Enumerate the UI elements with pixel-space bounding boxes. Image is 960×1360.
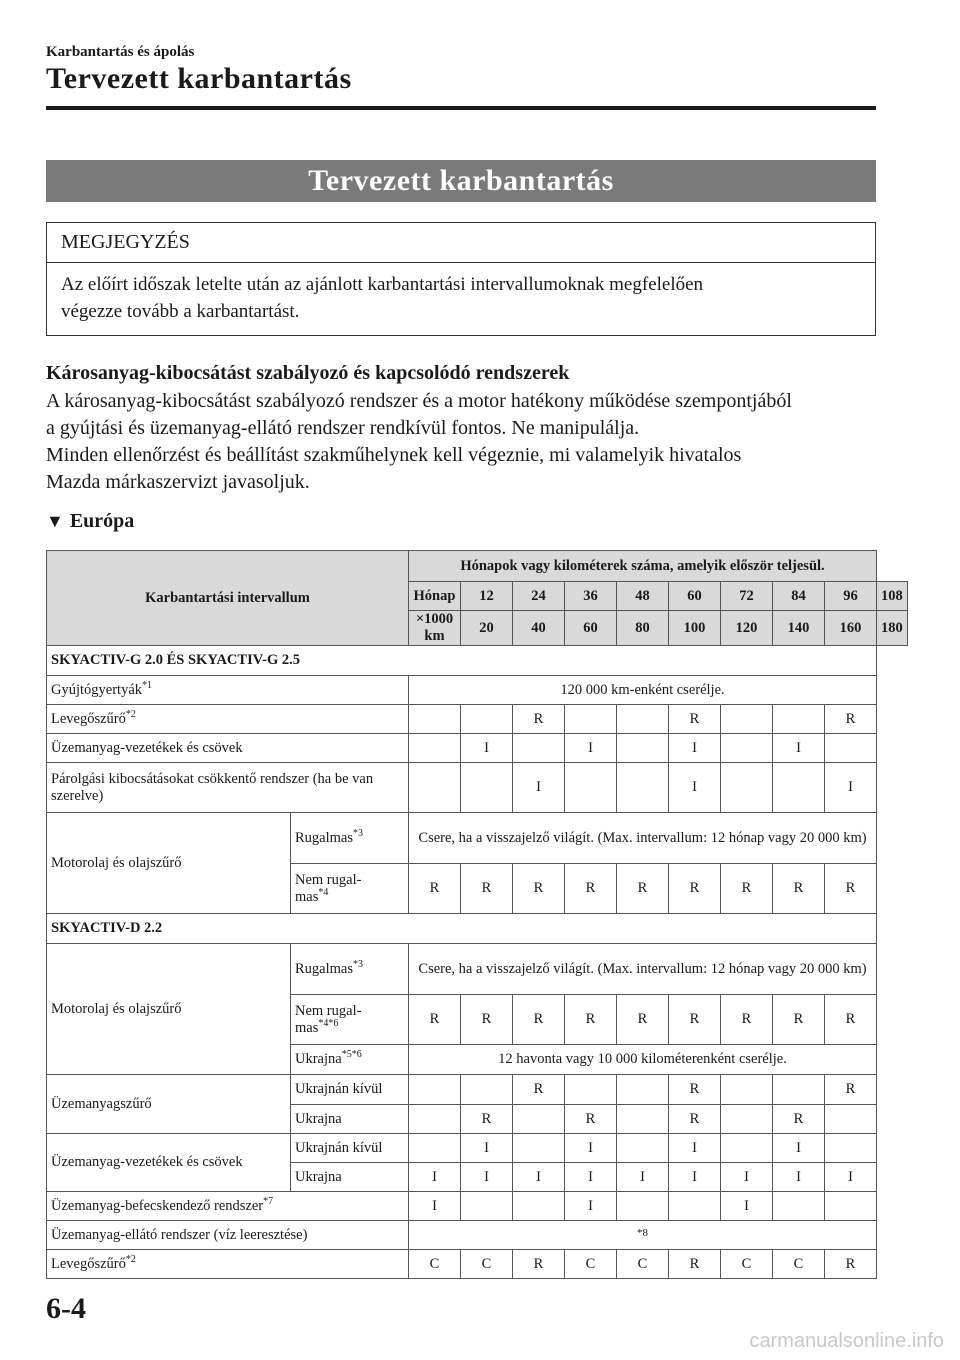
region-heading xyxy=(46,510,134,533)
month-cell: 48 xyxy=(617,582,669,611)
table-cell xyxy=(721,1105,773,1134)
table-cell: I xyxy=(409,1192,461,1221)
table-cell: I xyxy=(565,1192,617,1221)
months-label: Hónap xyxy=(409,582,461,611)
row-label: Motorolaj és olajszűrő xyxy=(47,813,291,914)
footnote-ref: *4*6 xyxy=(318,1017,339,1029)
table-cell: R xyxy=(669,705,721,734)
km-cell: 160 xyxy=(825,611,877,646)
note-box xyxy=(46,222,876,336)
note-line: Az előírt időszak letelte után az ajánlott karbantartási intervallumoknak megfelelően xyxy=(61,274,704,295)
footnote-ref: *2 xyxy=(125,708,136,720)
table-cell: I xyxy=(565,1134,617,1163)
table-cell: R xyxy=(513,1250,565,1279)
table-cell xyxy=(409,705,461,734)
table-cell xyxy=(825,734,877,763)
km-cell: 140 xyxy=(773,611,825,646)
table-cell: I xyxy=(721,1163,773,1192)
table-cell: R xyxy=(825,864,877,914)
table-cell xyxy=(825,1134,877,1163)
table-cell: I xyxy=(461,734,513,763)
table-cell: R xyxy=(409,864,461,914)
month-cell: 108 xyxy=(877,582,908,611)
maintenance-table xyxy=(46,550,908,1279)
table-cell: I xyxy=(409,1163,461,1192)
table-cell: R xyxy=(825,1250,877,1279)
km-cell: 20 xyxy=(461,611,513,646)
emission-paragraph xyxy=(46,388,886,496)
table-cell xyxy=(669,1192,721,1221)
table-cell xyxy=(721,1134,773,1163)
triangle-down-icon: ▼ xyxy=(46,511,64,531)
table-cell xyxy=(565,705,617,734)
page-banner: Tervezett karbantartás xyxy=(46,160,876,202)
footnote-ref: *5*6 xyxy=(341,1049,362,1060)
month-cell: 12 xyxy=(461,582,513,611)
footnote-ref: *3 xyxy=(353,827,363,839)
table-cell xyxy=(461,1192,513,1221)
table-cell: I xyxy=(617,1163,669,1192)
note-line: végezze tovább a karbantartást. xyxy=(61,301,300,322)
table-cell: R xyxy=(617,864,669,914)
table-cell: R xyxy=(825,1075,877,1105)
sub-label-text: mas xyxy=(295,1019,319,1036)
engine-section-title: SKYACTIV-G 2.0 ÉS SKYACTIV-G 2.5 xyxy=(47,646,877,676)
row-label: Üzemanyagszűrő xyxy=(47,1075,291,1134)
table-cell xyxy=(617,1134,669,1163)
sub-label xyxy=(291,995,409,1045)
table-cell xyxy=(409,734,461,763)
row-label xyxy=(47,676,409,705)
spanned-note: Csere, ha a visszajelző világít. (Max. intervallum: 12 hónap vagy 20 000 km) xyxy=(409,944,877,995)
sub-label-text: Rugalmas xyxy=(295,829,353,846)
table-cell xyxy=(773,763,825,813)
spanned-note: 120 000 km-enként cserélje. xyxy=(409,676,877,705)
table-cell xyxy=(773,1075,825,1105)
table-cell: R xyxy=(513,705,565,734)
km-cell: 40 xyxy=(513,611,565,646)
table-cell: R xyxy=(669,864,721,914)
sub-label-text: mas xyxy=(295,888,319,905)
row-label: Motorolaj és olajszűrő xyxy=(47,944,291,1075)
sub-label-text: Nem rugal- xyxy=(295,1002,362,1019)
table-cell xyxy=(461,1075,513,1105)
table-cell: R xyxy=(825,995,877,1045)
emission-heading: Károsanyag-kibocsátást szabályozó és kapcsolódó rendszerek xyxy=(46,362,570,384)
table-cell xyxy=(513,1192,565,1221)
row-label: Üzemanyag-vezetékek és csövek xyxy=(47,1134,291,1192)
table-cell xyxy=(617,1192,669,1221)
emission-line: Mazda márkaszervizt javasoljuk. xyxy=(46,471,310,493)
table-cell: R xyxy=(565,864,617,914)
sub-label: Ukrajnán kívül xyxy=(291,1134,409,1163)
section-rule xyxy=(46,106,876,110)
table-cell: I xyxy=(669,1134,721,1163)
region-name: Európa xyxy=(69,510,135,532)
table-cell: I xyxy=(825,763,877,813)
table-cell: R xyxy=(513,995,565,1045)
table-cell: R xyxy=(461,1105,513,1134)
table-cell xyxy=(617,763,669,813)
km-cell: 60 xyxy=(565,611,617,646)
table-cell xyxy=(825,1192,877,1221)
watermark: carmanualsonline.info xyxy=(749,1330,944,1352)
table-cell xyxy=(721,705,773,734)
table-cell: C xyxy=(721,1250,773,1279)
row-label xyxy=(47,705,409,734)
note-title: MEGJEGYZÉS xyxy=(47,223,875,263)
footnote-ref: *4 xyxy=(318,886,329,898)
emission-line: A károsanyag-kibocsátást szabályozó rendszer és a motor hatékony működése szempontjából xyxy=(46,390,792,412)
row-label xyxy=(47,1250,409,1279)
table-cell: R xyxy=(513,864,565,914)
table-cell xyxy=(721,734,773,763)
emission-line: a gyújtási és üzemanyag-ellátó rendszer rendkívül fontos. Ne manipulálja. xyxy=(46,417,640,439)
table-cell: C xyxy=(409,1250,461,1279)
table-cell: I xyxy=(825,1163,877,1192)
row-label-text: Üzemanyag-befecskendező rendszer xyxy=(51,1197,264,1214)
row-label xyxy=(47,1192,409,1221)
table-cell: R xyxy=(721,995,773,1045)
table-cell: R xyxy=(669,1075,721,1105)
sub-label: Ukrajna xyxy=(291,1105,409,1134)
spanned-note: 12 havonta vagy 10 000 kilométerenként cserélje. xyxy=(409,1045,877,1075)
row-label: Párolgási kibocsátásokat csökkentő rendszer (ha be van szerelve) xyxy=(47,763,409,813)
km-cell: 80 xyxy=(617,611,669,646)
table-cell: R xyxy=(461,864,513,914)
table-cell: C xyxy=(461,1250,513,1279)
table-cell xyxy=(565,1075,617,1105)
row-label-text: Levegőszűrő xyxy=(51,1255,126,1272)
sub-label-text: Nem rugal- xyxy=(295,871,362,888)
table-cell xyxy=(721,1075,773,1105)
table-cell: I xyxy=(773,734,825,763)
table-cell: I xyxy=(461,1163,513,1192)
table-cell: R xyxy=(773,864,825,914)
table-cell: R xyxy=(565,1105,617,1134)
table-cell xyxy=(617,705,669,734)
table-cell xyxy=(461,763,513,813)
table-cell: I xyxy=(773,1163,825,1192)
row-label-text: Gyújtógyertyák xyxy=(51,681,143,698)
table-cell: R xyxy=(409,995,461,1045)
table-cell xyxy=(825,1105,877,1134)
table-cell xyxy=(461,705,513,734)
table-cell xyxy=(513,1134,565,1163)
table-cell: R xyxy=(721,864,773,914)
month-cell: 72 xyxy=(721,582,773,611)
sub-label xyxy=(291,944,409,995)
table-cell: I xyxy=(669,1163,721,1192)
table-cell xyxy=(617,1075,669,1105)
month-cell: 60 xyxy=(669,582,721,611)
table-cell xyxy=(721,763,773,813)
table-cell xyxy=(617,1105,669,1134)
footnote-ref: *7 xyxy=(263,1195,274,1207)
row-label-text: Levegőszűrő xyxy=(51,710,126,727)
engine-section-title: SKYACTIV-D 2.2 xyxy=(47,914,877,944)
table-cell: R xyxy=(825,705,877,734)
table-cell xyxy=(409,1105,461,1134)
table-cell xyxy=(565,763,617,813)
km-cell: 180 xyxy=(877,611,908,646)
table-cell: R xyxy=(773,995,825,1045)
table-cell: I xyxy=(461,1134,513,1163)
interval-header: Karbantartási intervallum xyxy=(47,551,409,646)
table-cell: I xyxy=(513,1163,565,1192)
table-cell: I xyxy=(565,1163,617,1192)
table-cell: C xyxy=(617,1250,669,1279)
top-header: Hónapok vagy kilométerek száma, amelyik először teljesül. xyxy=(409,551,877,582)
km-cell: 120 xyxy=(721,611,773,646)
table-cell xyxy=(409,1134,461,1163)
page-number: 6-4 xyxy=(46,1292,86,1325)
km-cell: 100 xyxy=(669,611,721,646)
table-cell: R xyxy=(513,1075,565,1105)
sub-label xyxy=(291,864,409,914)
table-cell xyxy=(513,1105,565,1134)
month-cell: 96 xyxy=(825,582,877,611)
sub-label-text: Rugalmas xyxy=(295,960,353,977)
sub-label xyxy=(291,1045,409,1075)
table-cell: R xyxy=(461,995,513,1045)
month-cell: 24 xyxy=(513,582,565,611)
footnote-ref: *3 xyxy=(353,958,363,970)
table-cell: C xyxy=(565,1250,617,1279)
row-label: Üzemanyag-ellátó rendszer (víz leeresztése) xyxy=(47,1221,409,1250)
row-label: Üzemanyag-vezetékek és csövek xyxy=(47,734,409,763)
spanned-note: *8 xyxy=(409,1221,877,1250)
footnote-ref: *1 xyxy=(142,679,153,691)
table-cell: R xyxy=(669,1105,721,1134)
table-cell xyxy=(513,734,565,763)
emission-line: Minden ellenőrzést és beállítást szakműhelynek kell végeznie, mi valamelyik hivatalos xyxy=(46,444,742,466)
table-cell: I xyxy=(669,734,721,763)
table-cell: I xyxy=(721,1192,773,1221)
sub-label: Ukrajnán kívül xyxy=(291,1075,409,1105)
table-cell: I xyxy=(773,1134,825,1163)
km-label: ×1000 km xyxy=(409,611,461,646)
note-text xyxy=(47,263,875,335)
table-cell: I xyxy=(565,734,617,763)
section-title: Tervezett karbantartás xyxy=(46,62,352,95)
sub-label xyxy=(291,813,409,864)
footnote-ref: *2 xyxy=(125,1253,136,1265)
table-cell: I xyxy=(513,763,565,813)
spanned-note: Csere, ha a visszajelző világít. (Max. intervallum: 12 hónap vagy 20 000 km) xyxy=(409,813,877,864)
table-cell: C xyxy=(773,1250,825,1279)
sub-label: Ukrajna xyxy=(291,1163,409,1192)
table-cell xyxy=(773,705,825,734)
table-cell xyxy=(773,1192,825,1221)
table-cell: I xyxy=(669,763,721,813)
table-cell: R xyxy=(669,1250,721,1279)
table-cell: R xyxy=(617,995,669,1045)
table-cell xyxy=(617,734,669,763)
month-cell: 84 xyxy=(773,582,825,611)
table-cell xyxy=(409,1075,461,1105)
table-cell: R xyxy=(773,1105,825,1134)
table-cell: R xyxy=(565,995,617,1045)
sub-label-text: Ukrajna xyxy=(295,1051,342,1067)
table-cell xyxy=(409,763,461,813)
table-cell: R xyxy=(669,995,721,1045)
month-cell: 36 xyxy=(565,582,617,611)
chapter-label: Karbantartás és ápolás xyxy=(46,44,195,60)
